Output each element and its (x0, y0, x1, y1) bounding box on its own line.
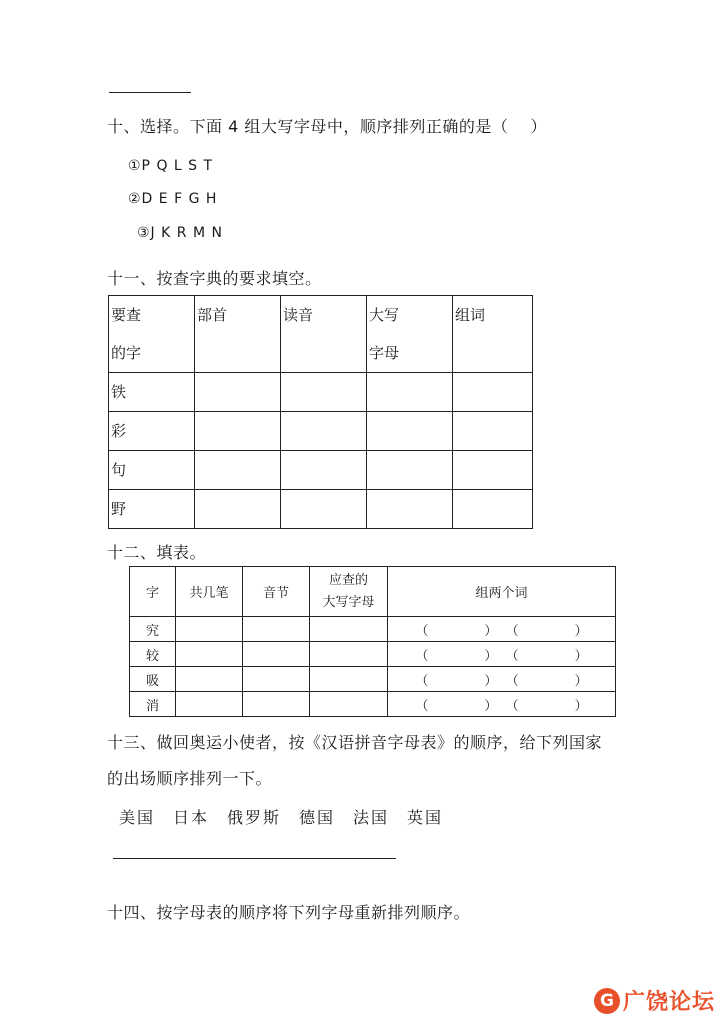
table-row (109, 490, 533, 529)
answer-cell[interactable] (367, 373, 453, 412)
q13-title-line1: 十三、做回奥运小使者，按《汉语拼音字母表》的顺序，给下列国家 (107, 733, 603, 752)
q11-char: 铁 (109, 373, 195, 412)
paren-close: ） (574, 648, 588, 664)
q11-char: 句 (109, 451, 195, 490)
q11-header-char: 要查 的字 (109, 296, 195, 373)
paren-close: ） (574, 673, 588, 689)
answer-cell[interactable] (310, 692, 388, 717)
q11-title: 十一、按查字典的要求填空。 (107, 269, 322, 288)
q11-char: 野 (109, 490, 195, 529)
answer-cell[interactable] (310, 617, 388, 642)
table-row (130, 642, 616, 667)
table-row (130, 617, 616, 642)
table-row (109, 412, 533, 451)
answer-cell[interactable] (176, 617, 243, 642)
q11-header-capital-letter: 大写 字母 (367, 296, 453, 373)
paren-close: ） (574, 623, 588, 639)
paren-open: （ (505, 698, 519, 714)
table-row (109, 451, 533, 490)
q13-answer-line[interactable] (113, 858, 396, 859)
paren-open: （ (415, 673, 429, 689)
watermark-logo (594, 985, 715, 1016)
q11-header-row (109, 296, 533, 373)
answer-cell[interactable] (243, 617, 310, 642)
paren-open: （ (415, 623, 429, 639)
logo-text: 广饶论坛 (622, 990, 715, 1015)
q11-header-words: 组词 (453, 296, 533, 373)
q12-header-syllable: 音节 (243, 567, 310, 617)
table-row (109, 373, 533, 412)
answer-cell[interactable] (243, 667, 310, 692)
q14-title: 十四、按字母表的顺序将下列字母重新排列顺序。 (107, 903, 471, 922)
q11-header-radical: 部首 (195, 296, 281, 373)
answer-cell[interactable] (195, 451, 281, 490)
paren-close: ） (574, 698, 588, 714)
answer-cell[interactable] (453, 451, 533, 490)
q12-char: 究 (130, 617, 176, 642)
paren-open: （ (505, 673, 519, 689)
word-blanks[interactable] (388, 667, 616, 692)
q10-option-1: ①P Q L S T (128, 158, 214, 174)
answer-cell[interactable] (367, 490, 453, 529)
q12-char: 消 (130, 692, 176, 717)
q13-countries: 美国 日本 俄罗斯 德国 法国 英国 (119, 808, 444, 827)
q11-table (108, 295, 533, 529)
paren-open: （ (505, 648, 519, 664)
answer-cell[interactable] (195, 490, 281, 529)
table-row (130, 667, 616, 692)
q12-char: 吸 (130, 667, 176, 692)
answer-cell[interactable] (195, 373, 281, 412)
answer-cell[interactable] (195, 412, 281, 451)
answer-cell[interactable] (453, 412, 533, 451)
answer-cell[interactable] (367, 412, 453, 451)
answer-cell[interactable] (243, 642, 310, 667)
q12-header-char: 字 (130, 567, 176, 617)
q12-header-row (130, 567, 616, 617)
paren-close: ） (484, 648, 498, 664)
q12-char: 较 (130, 642, 176, 667)
word-blanks[interactable] (388, 692, 616, 717)
paren-close: ） (484, 673, 498, 689)
q10-title: 十、选择。下面 4 组大写字母中，顺序排列正确的是（ ） (107, 117, 547, 136)
answer-cell[interactable] (281, 412, 367, 451)
q12-header-strokes: 共几笔 (176, 567, 243, 617)
answer-cell[interactable] (453, 373, 533, 412)
answer-cell[interactable] (243, 692, 310, 717)
paren-open: （ (505, 623, 519, 639)
logo-icon: G (594, 988, 620, 1014)
word-blanks[interactable] (388, 617, 616, 642)
answer-cell[interactable] (176, 642, 243, 667)
q13-title-line2: 的出场顺序排列一下。 (107, 769, 273, 788)
q11-char: 彩 (109, 412, 195, 451)
answer-line-top (109, 92, 191, 93)
answer-cell[interactable] (453, 490, 533, 529)
answer-cell[interactable] (281, 373, 367, 412)
answer-cell[interactable] (281, 490, 367, 529)
paren-open: （ (415, 698, 429, 714)
answer-cell[interactable] (310, 642, 388, 667)
q12-title: 十二、填表。 (107, 543, 207, 562)
answer-cell[interactable] (281, 451, 367, 490)
paren-close: ） (484, 623, 498, 639)
answer-cell[interactable] (367, 451, 453, 490)
q12-header-capital-letter: 应查的 大写字母 (310, 567, 388, 617)
answer-cell[interactable] (310, 667, 388, 692)
paren-open: （ (415, 648, 429, 664)
answer-cell[interactable] (176, 667, 243, 692)
word-blanks[interactable] (388, 642, 616, 667)
q10-option-3: ③J K R M N (137, 225, 223, 241)
answer-cell[interactable] (176, 692, 243, 717)
q10-option-2: ②D E F G H (128, 191, 218, 207)
q12-header-words: 组两个词 (388, 567, 616, 617)
table-row (130, 692, 616, 717)
paren-close: ） (484, 698, 498, 714)
q11-header-pronunciation: 读音 (281, 296, 367, 373)
q12-table (129, 566, 616, 717)
